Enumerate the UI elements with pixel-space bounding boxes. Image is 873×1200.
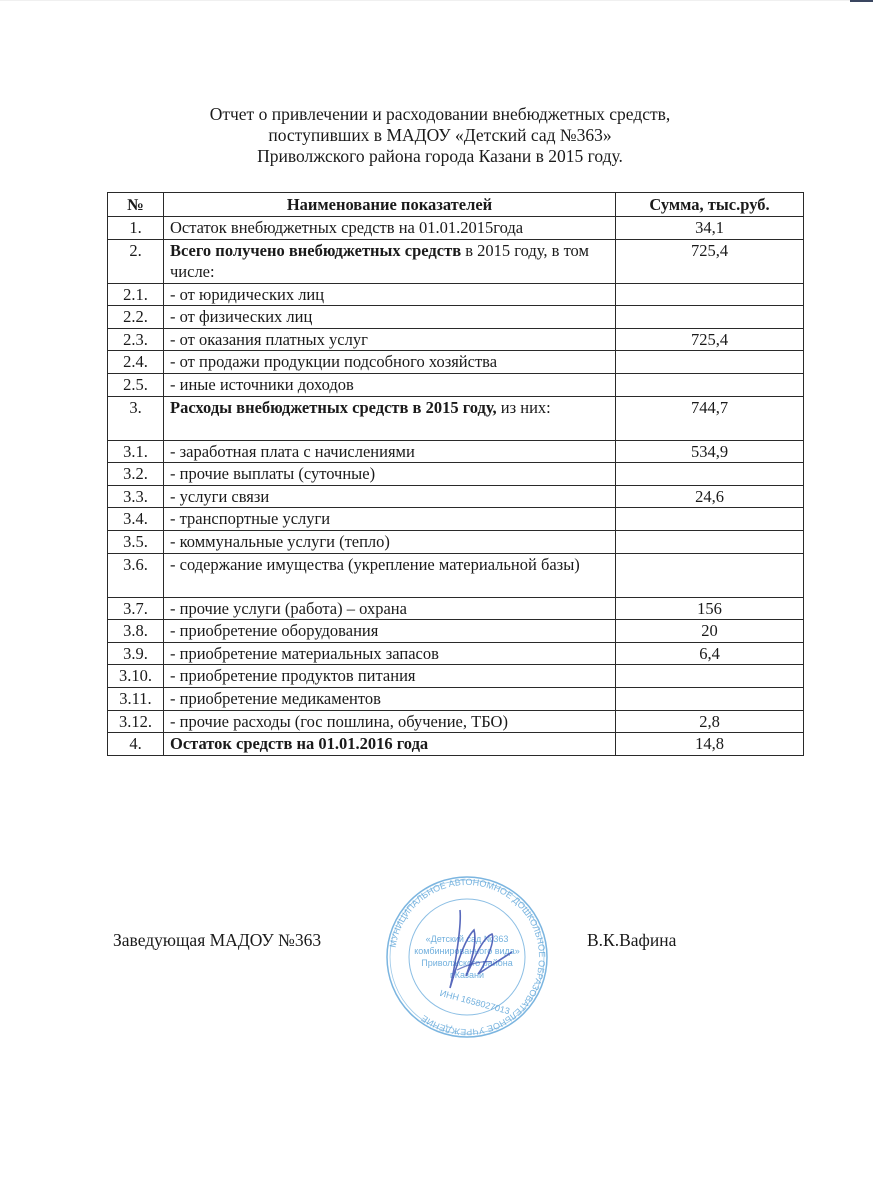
row-sum: 24,6 xyxy=(616,485,804,508)
row-name xyxy=(164,239,616,283)
row-number: 3.12. xyxy=(108,710,164,733)
table-row xyxy=(108,283,804,306)
table-row xyxy=(108,687,804,710)
row-sum: 725,4 xyxy=(616,239,804,283)
row-name-text: - иные источники доходов xyxy=(170,374,354,394)
row-name-text: - приобретение материальных запасов xyxy=(170,643,439,663)
table-row xyxy=(108,553,804,597)
row-name xyxy=(164,620,616,643)
svg-text:г.Казани: г.Казани xyxy=(450,970,484,980)
row-name xyxy=(164,217,616,240)
table-row xyxy=(108,710,804,733)
row-number: 3.2. xyxy=(108,463,164,486)
row-name xyxy=(164,642,616,665)
row-number: 3.7. xyxy=(108,597,164,620)
table-row xyxy=(108,239,804,283)
official-stamp xyxy=(382,870,552,1045)
row-name-text: - приобретение медикаментов xyxy=(170,688,381,708)
row-name-text: - прочие расходы (гос пошлина, обучение, ТБО) xyxy=(170,711,508,731)
svg-text:МУНИЦИПАЛЬНОЕ АВТОНОМНОЕ ДОШКО: МУНИЦИПАЛЬНОЕ АВТОНОМНОЕ ДОШКОЛЬНОЕ ОБРАЗОВАТЕЛЬНОЕ УЧРЕЖДЕНИЕ xyxy=(387,876,548,1038)
row-name-text: - от оказания платных услуг xyxy=(170,329,368,349)
row-number: 3.10. xyxy=(108,665,164,688)
row-number: 3.4. xyxy=(108,508,164,531)
document-title xyxy=(100,104,780,167)
row-sum: 14,8 xyxy=(616,733,804,756)
row-name xyxy=(164,733,616,756)
row-sum xyxy=(616,553,804,597)
row-name xyxy=(164,485,616,508)
row-name-text: - от продажи продукции подсобного хозяйства xyxy=(170,352,498,372)
row-name xyxy=(164,396,616,440)
title-line-2: поступивших в МАДОУ «Детский сад №363» xyxy=(268,125,612,145)
row-sum xyxy=(616,508,804,531)
row-number: 3.11. xyxy=(108,687,164,710)
row-number: 3.8. xyxy=(108,620,164,643)
table-row xyxy=(108,642,804,665)
row-sum: 34,1 xyxy=(616,217,804,240)
row-sum xyxy=(616,283,804,306)
row-number: 3.5. xyxy=(108,530,164,553)
row-name-text: - прочие услуги (работа) – охрана xyxy=(170,598,407,618)
row-sum: 725,4 xyxy=(616,328,804,351)
row-sum: 534,9 xyxy=(616,440,804,463)
row-name xyxy=(164,530,616,553)
row-sum xyxy=(616,665,804,688)
table-header-row xyxy=(108,193,804,217)
scan-edge-mark xyxy=(850,0,873,2)
row-number: 2.1. xyxy=(108,283,164,306)
row-sum: 20 xyxy=(616,620,804,643)
row-name xyxy=(164,306,616,329)
scan-edge xyxy=(0,0,850,1)
row-sum xyxy=(616,351,804,374)
row-name-text: - от юридических лиц xyxy=(170,284,325,304)
row-name-bold: Остаток средств на 01.01.2016 года xyxy=(170,734,429,754)
row-name-text: - транспортные услуги xyxy=(170,509,331,529)
row-name xyxy=(164,597,616,620)
row-name xyxy=(164,373,616,396)
row-name xyxy=(164,508,616,531)
signer-position: Заведующая МАДОУ №363 xyxy=(113,930,322,950)
table-row xyxy=(108,665,804,688)
stamp-icon xyxy=(382,870,552,1045)
row-name-text: - коммунальные услуги (тепло) xyxy=(170,531,390,551)
table-row xyxy=(108,328,804,351)
header-name: Наименование показателей xyxy=(164,193,616,217)
header-number: № xyxy=(108,193,164,217)
row-name-text: - услуги связи xyxy=(170,486,270,506)
table-row xyxy=(108,597,804,620)
svg-text:комбинированного вида»: комбинированного вида» xyxy=(414,946,520,956)
report-table xyxy=(107,192,804,756)
row-name-text: из них: xyxy=(496,397,551,417)
table-row xyxy=(108,485,804,508)
table-row xyxy=(108,396,804,440)
table-row xyxy=(108,530,804,553)
header-sum: Сумма, тыс.руб. xyxy=(616,193,804,217)
row-number: 2.4. xyxy=(108,351,164,374)
svg-text:ИНН 1658027013: ИНН 1658027013 xyxy=(438,987,511,1017)
row-name xyxy=(164,710,616,733)
table-row xyxy=(108,217,804,240)
row-number: 3.9. xyxy=(108,642,164,665)
row-name xyxy=(164,687,616,710)
row-sum: 6,4 xyxy=(616,642,804,665)
table-row xyxy=(108,508,804,531)
row-name-text: Остаток внебюджетных средств на 01.01.2015года xyxy=(170,218,524,237)
signer-name: В.К.Вафина xyxy=(587,930,677,950)
table-body xyxy=(108,217,804,756)
row-sum xyxy=(616,687,804,710)
table-row xyxy=(108,351,804,374)
row-name-text: - от физических лиц xyxy=(170,307,313,327)
row-name-text: - приобретение оборудования xyxy=(170,621,379,641)
svg-text:«Детский сад №363: «Детский сад №363 xyxy=(425,934,509,944)
title-line-1: Отчет о привлечении и расходовании внебюджетных средств, xyxy=(209,104,671,124)
row-number: 3. xyxy=(108,396,164,440)
row-name-text: - заработная плата с начислениями xyxy=(170,441,415,461)
row-number: 1. xyxy=(108,217,164,240)
table-row xyxy=(108,463,804,486)
row-number: 2.3. xyxy=(108,328,164,351)
row-sum xyxy=(616,373,804,396)
row-name xyxy=(164,351,616,374)
row-number: 2.5. xyxy=(108,373,164,396)
row-sum: 2,8 xyxy=(616,710,804,733)
row-number: 2. xyxy=(108,239,164,283)
table-row xyxy=(108,620,804,643)
row-name-text: - приобретение продуктов питания xyxy=(170,666,416,686)
row-name xyxy=(164,283,616,306)
row-number: 3.1. xyxy=(108,440,164,463)
row-sum: 744,7 xyxy=(616,396,804,440)
row-name xyxy=(164,553,616,597)
row-number: 3.6. xyxy=(108,553,164,597)
row-name xyxy=(164,665,616,688)
title-line-3: Приволжского района города Казани в 2015 году. xyxy=(257,146,623,166)
row-name-bold: Всего получено внебюджетных средств xyxy=(170,240,462,260)
row-sum: 156 xyxy=(616,597,804,620)
row-number: 3.3. xyxy=(108,485,164,508)
row-sum xyxy=(616,530,804,553)
table-row xyxy=(108,733,804,756)
row-name-bold: Расходы внебюджетных средств в 2015 году, xyxy=(170,397,497,417)
row-name-text: - содержание имущества (укрепление материальной базы) xyxy=(170,554,580,574)
row-number: 2.2. xyxy=(108,306,164,329)
row-name xyxy=(164,440,616,463)
table-row xyxy=(108,440,804,463)
row-name-text: - прочие выплаты (суточные) xyxy=(170,464,376,484)
row-sum xyxy=(616,306,804,329)
row-name xyxy=(164,328,616,351)
row-name-text: в 2015 году, в том числе: xyxy=(170,240,589,281)
table-row xyxy=(108,373,804,396)
svg-text:Приволжского района: Приволжского района xyxy=(421,958,513,968)
row-sum xyxy=(616,463,804,486)
row-number: 4. xyxy=(108,733,164,756)
table-row xyxy=(108,306,804,329)
row-name xyxy=(164,463,616,486)
